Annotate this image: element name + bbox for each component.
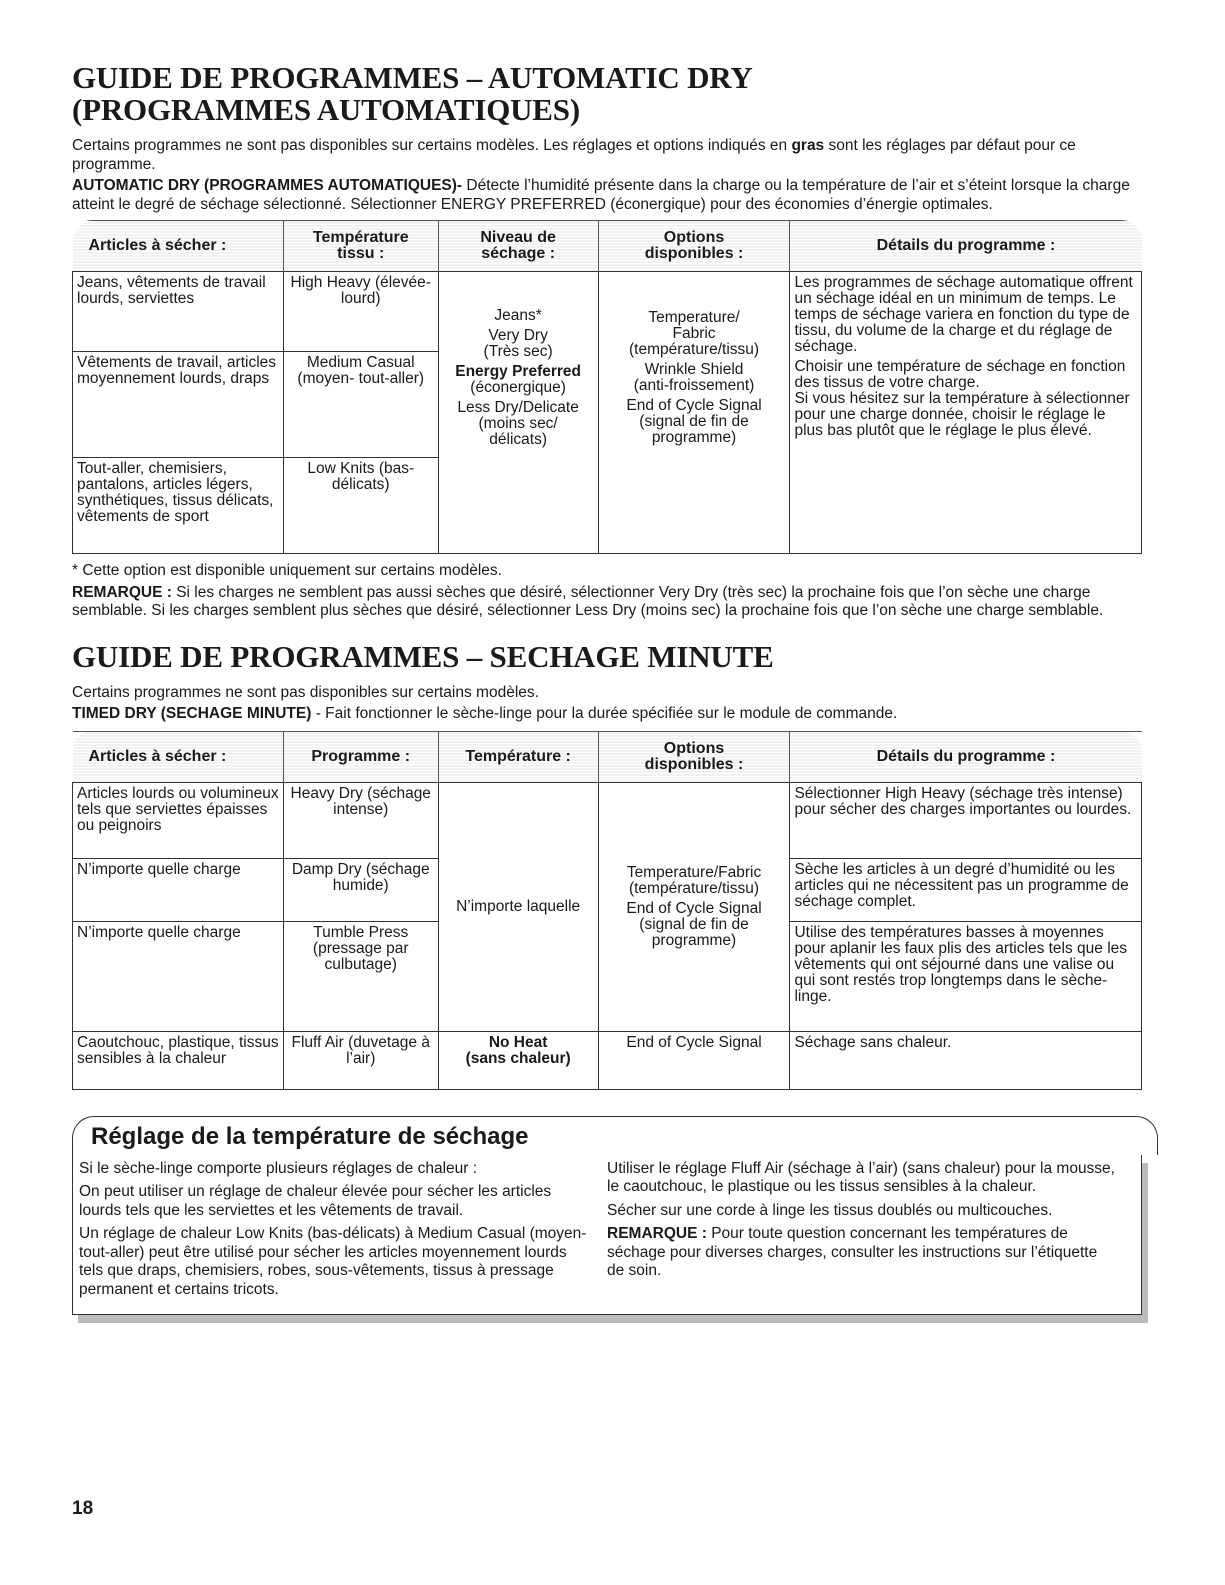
cell-details: Les programmes de séchage automatique offrent un séchage idéal en un minimum de temps. Le temps de séchage variera en fonction du type de tissu, du volume de la charge et du réglage de séchage. Choisir une température de séchage en fonction des tissus de votre charge. Si vous hésitez sur la température à sélectionner pour une charge donnée, choisir le réglage le plus bas plutôt que le réglage le plus élevé. <box>790 272 1142 554</box>
footnote: * Cette option est disponible uniquement sur certains modèles. <box>72 562 502 579</box>
table-row <box>73 272 1142 352</box>
cell-options: End of Cycle Signal <box>598 1031 790 1089</box>
section1-title <box>72 62 1142 126</box>
section1-remark: REMARQUE : Si les charges ne semblent pas aussi sèches que désiré, sélectionner Very Dry (très sec) la prochaine fois que l’on sèche une charge semblable. Si les charges semblent plus sèches que désiré, sélectionner Less Dry (moins sec) la prochaine fois que l’on sèche une charge semblable. <box>72 583 1104 619</box>
header-details: Détails du programme : <box>790 221 1142 272</box>
cell-articles: Vêtements de travail, articles moyennement lourds, draps <box>73 352 284 458</box>
page-number: 18 <box>72 1498 94 1519</box>
cell-programme: Fluff Air (duvetage à l’air) <box>283 1031 438 1089</box>
cell-temperature: High Heavy (élevée-lourd) <box>283 272 438 352</box>
header-niveau: Niveau de séchage : <box>438 221 598 272</box>
cell-temperature: Low Knits (bas-délicats) <box>283 458 438 554</box>
section1-intro: Certains programmes ne sont pas disponibles sur certains modèles. Les réglages et options indiqués en gras sont les réglages par défaut pour ce programme. <box>72 137 1076 173</box>
cell-temperature: No Heat (sans chaleur) <box>438 1031 598 1089</box>
cell-details: Sèche les articles à un degré d’humidité ou les articles qui ne nécessitent pas un programme de séchage complet. <box>790 858 1142 921</box>
cell-articles: N’importe quelle charge <box>73 858 284 921</box>
timed-dry-table <box>72 731 1142 1090</box>
header-details: Détails du programme : <box>790 731 1142 782</box>
settings-title: Réglage de la température de séchage <box>72 1116 1158 1155</box>
auto-dry-header-row <box>73 221 1142 272</box>
section1-title-line2: (PROGRAMMES AUTOMATIQUES) <box>72 92 580 127</box>
section1-description: AUTOMATIC DRY (PROGRAMMES AUTOMATIQUES)- Détecte l’humidité présente dans la charge ou la température de l’air et s’éteint lorsque la charge atteint le degré de séchage sélectionné. Sélectionner ENERGY PREFERRED (éconergique) pour des économies d’énergie optimales. <box>72 177 1130 213</box>
header-articles: Articles à sécher : <box>73 731 284 782</box>
cell-details: Sélectionner High Heavy (séchage très intense) pour sécher des charges importantes ou lourdes. <box>790 782 1142 858</box>
cell-details: Séchage sans chaleur. <box>790 1031 1142 1089</box>
settings-right-column: Utiliser le réglage Fluff Air (séchage à l’air) (sans chaleur) pour la mousse, le caoutchouc, le plastique ou les tissus sensibles à la chaleur. Sécher sur une corde à linge les tissus doublés ou multicouches. REMARQUE : Pour toute question concernant les températures de séchage pour diverses charges, consulter les instructions sur l’étiquette de soin. <box>607 1159 1115 1279</box>
header-options: Options disponibles : <box>598 221 790 272</box>
cell-options: Temperature/ Fabric (température/tissu) Wrinkle Shield (anti-froissement) End of Cycle Signal (signal de fin de programme) <box>598 272 790 554</box>
temperature-settings-box <box>72 1116 1142 1316</box>
cell-articles: Jeans, vêtements de travail lourds, serviettes <box>73 272 284 352</box>
table-row <box>73 782 1142 858</box>
section2-title: GUIDE DE PROGRAMMES – SECHAGE MINUTE <box>72 638 774 674</box>
auto-dry-table-wrap <box>72 220 1142 554</box>
cell-articles: Caoutchouc, plastique, tissus sensibles à la chaleur <box>73 1031 284 1089</box>
cell-articles: Articles lourds ou volumineux tels que serviettes épaisses ou peignoirs <box>73 782 284 858</box>
header-programme: Programme : <box>283 731 438 782</box>
settings-content <box>72 1155 1142 1316</box>
cell-niveau: Jeans* Very Dry (Très sec) Energy Preferred (éconergique) Less Dry/Delicate (moins sec/ délicats) <box>438 272 598 554</box>
table-row <box>73 1031 1142 1089</box>
timed-dry-header-row <box>73 731 1142 782</box>
section2-description: TIMED DRY (SECHAGE MINUTE) - Fait fonctionner le sèche-linge pour la durée spécifiée sur le module de commande. <box>72 704 898 722</box>
header-temperature: Température : <box>438 731 598 782</box>
cell-options-shared: Temperature/Fabric (température/tissu) End of Cycle Signal (signal de fin de programme) <box>598 782 790 1031</box>
cell-articles: Tout-aller, chemisiers, pantalons, articles légers, synthétiques, tissus délicats, vêtements de sport <box>73 458 284 554</box>
cell-details: Utilise des températures basses à moyennes pour aplanir les faux plis des articles tels que les vêtements qui ont séjourné dans une valise ou qui sont restés trop longtemps dans le sèche-linge. <box>790 921 1142 1031</box>
header-articles: Articles à sécher : <box>73 221 284 272</box>
cell-temperature: Medium Casual (moyen- tout-aller) <box>283 352 438 458</box>
settings-left-column: Si le sèche-linge comporte plusieurs réglages de chaleur : On peut utiliser un réglage de chaleur élevée pour sécher les articles lourds tels que les serviettes et les vêtements de travail. Un réglage de chaleur Low Knits (bas-délicats) à Medium Casual (moyen-tout-aller) peut être utilisé pour sécher les articles moyennement lourds tels que draps, chemisiers, robes, sous-vêtements, tissus à pressage permanent et certains tricots. <box>79 1159 587 1298</box>
page-content <box>72 62 1142 1315</box>
cell-programme: Tumble Press (pressage par culbutage) <box>283 921 438 1031</box>
cell-programme: Heavy Dry (séchage intense) <box>283 782 438 858</box>
auto-dry-table <box>72 220 1142 554</box>
header-temperature: Température tissu : <box>283 221 438 272</box>
section1-title-line1: GUIDE DE PROGRAMMES – AUTOMATIC DRY <box>72 60 753 95</box>
cell-programme: Damp Dry (séchage humide) <box>283 858 438 921</box>
cell-articles: N’importe quelle charge <box>73 921 284 1031</box>
cell-temperature-shared: N’importe laquelle <box>438 782 598 1031</box>
header-options: Options disponibles : <box>598 731 790 782</box>
section2-intro: Certains programmes ne sont pas disponibles sur certains modèles. <box>72 683 539 701</box>
